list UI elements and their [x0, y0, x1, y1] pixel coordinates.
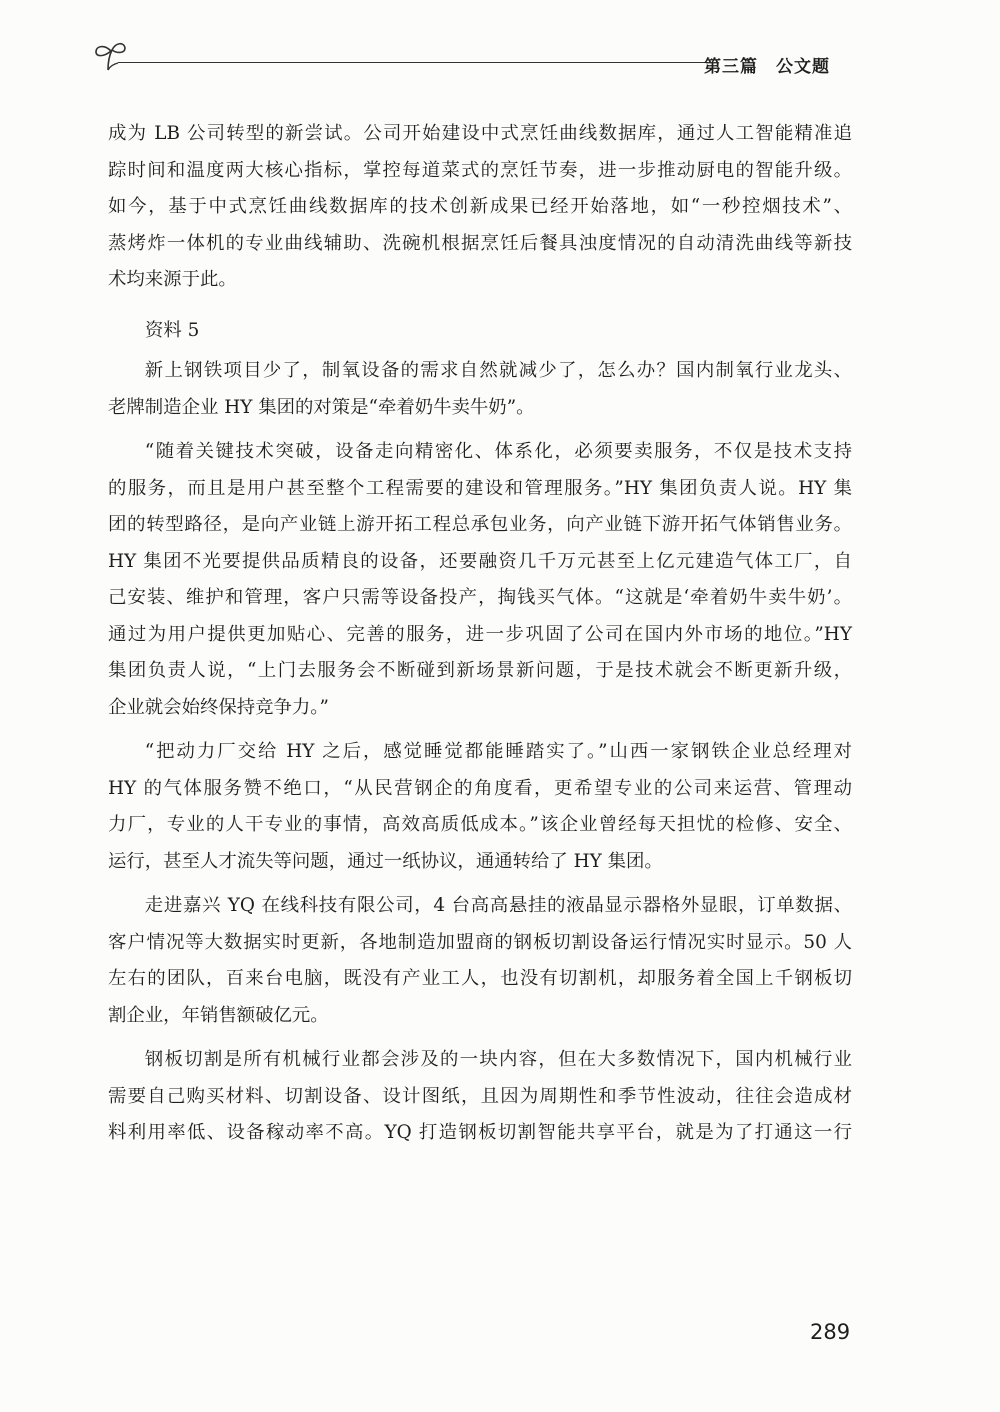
text-line: 成为 LB 公司转型的新尝试。公司开始建设中式烹饪曲线数据库，通过人工智能精准追 [108, 123, 852, 144]
paragraph [108, 1042, 852, 1152]
text-line: 走进嘉兴 YQ 在线科技有限公司，4 台高高悬挂的液晶显示器格外显眼，订单数据、 [144, 895, 852, 916]
text-line: 如今，基于中式烹饪曲线数据库的技术创新成果已经开始落地，如“一秒控烟技术”、 [108, 196, 852, 217]
text-line: 己安装、维护和管理，客户只需等设备投产，掏钱买气体。“这就是‘牵着奶牛卖牛奶’。 [108, 587, 852, 608]
running-header [92, 36, 862, 78]
text-line: 通过为用户提供更加贴心、完善的服务，进一步巩固了公司在国内外市场的地位。”HY [108, 623, 852, 645]
paragraph [108, 116, 852, 299]
text-line: 运行，甚至人才流失等问题，通过一纸协议，通通转给了 HY 集团。 [108, 850, 663, 872]
text-line: “把动力厂交给 HY 之后，感觉睡觉都能睡踏实了。”山西一家钢铁企业总经理对 [144, 741, 852, 762]
paragraph [108, 888, 852, 1034]
text-line: 集团负责人说，“上门去服务会不断碰到新场景新问题，于是技术就会不断更新升级， [108, 660, 852, 681]
header-rule [118, 62, 708, 63]
paragraph [108, 353, 852, 426]
text-line: 企业就会始终保持竞争力。” [108, 696, 329, 718]
text-line: 左右的团队，百来台电脑，既没有产业工人，也没有切割机，却服务着全国上千钢板切 [108, 968, 852, 989]
text-line: “随着关键技术突破，设备走向精密化、体系化，必须要卖服务，不仅是技术支持 [144, 441, 852, 462]
text-line: 料利用率低、设备稼动率不高。YQ 打造钢板切割智能共享平台，就是为了打通这一行 [108, 1122, 852, 1143]
paragraph [108, 734, 852, 880]
text-line: 的服务，而且是用户甚至整个工程需要的建设和管理服务。”HY 集团负责人说。HY 集 [108, 477, 852, 499]
page-number: 289 [810, 1320, 851, 1344]
text-line: 术均来源于此。 [108, 269, 237, 290]
text-line: 客户情况等大数据实时更新，各地制造加盟商的钢板切割设备运行情况实时显示。50 人 [108, 931, 852, 953]
text-line: HY 的气体服务赞不绝口，“从民营钢企的角度看，更希望专业的公司来运营、管理动 [108, 777, 852, 799]
text-line: 团的转型路径，是向产业链上游开拓工程总承包业务，向产业链下游开拓气体销售业务。 [108, 514, 852, 535]
page-body [108, 116, 852, 1152]
text-line: 需要自己购买材料、切割设备、设计图纸，且因为周期性和季节性波动，往往会造成材 [108, 1085, 852, 1107]
text-line: HY 集团不光要提供品质精良的设备，还要融资几千万元甚至上亿元建造气体工厂，自 [108, 550, 852, 572]
paragraph [108, 434, 852, 726]
text-line: 新上钢铁项目少了，制氧设备的需求自然就减少了，怎么办？国内制氧行业龙头、 [144, 360, 852, 381]
section-label: 资料 5 [145, 319, 200, 341]
text-line: 割企业，年销售额破亿元。 [108, 1004, 329, 1026]
text-line: 力厂，专业的人干专业的事情，高效高质低成本。”该企业曾经每天担忧的检修、安全、 [108, 814, 852, 835]
text-line: 踪时间和温度两大核心指标，掌控每道菜式的烹饪节奏，进一步推动厨电的智能升级。 [108, 159, 852, 181]
text-line: 老牌制造企业 HY 集团的对策是“牵着奶牛卖牛奶”。 [108, 396, 535, 418]
chapter-title: 第三篇 公文题 [704, 57, 830, 77]
text-line: 钢板切割是所有机械行业都会涉及的一块内容，但在大多数情况下，国内机械行业 [144, 1049, 852, 1070]
sprout-icon [92, 36, 128, 76]
text-line: 蒸烤炸一体机的专业曲线辅助、洗碗机根据烹饪后餐具浊度情况的自动清洗曲线等新技 [108, 232, 852, 254]
